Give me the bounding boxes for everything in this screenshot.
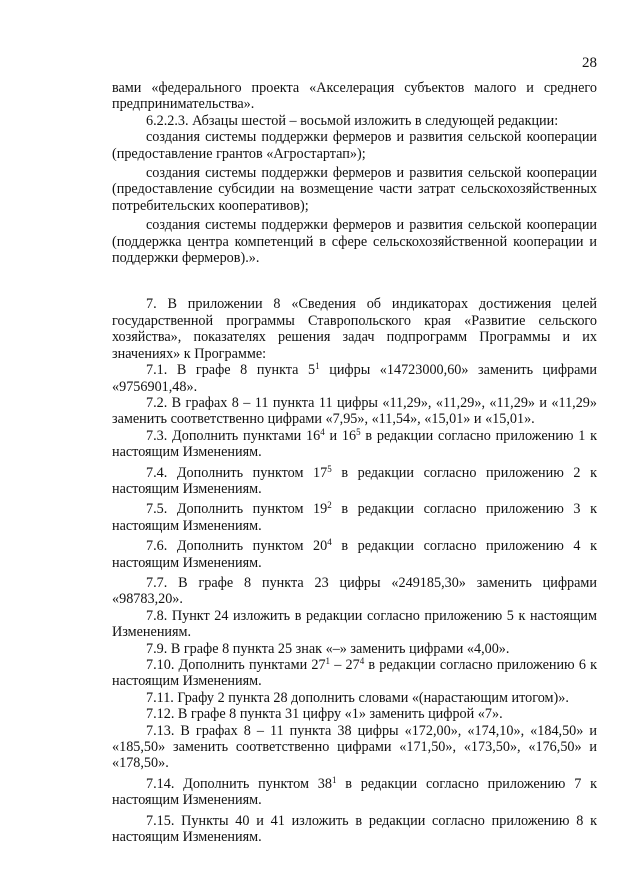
paragraph-continuation: вами «федерального проекта «Акселерация субъектов малого и среднего предпринимательства». [112,80,597,113]
page-number: 28 [582,55,597,71]
paragraph-7-7: 7.7. В графе 8 пункта 23 цифры «249185,30» заменить цифрами «98783,20». [112,574,597,608]
paragraph-subsidies: создания системы поддержки фермеров и развития сельской кооперации (предоставление субсидии на возмещение части затрат сельскохозяйственных потребительских кооперативов); [112,165,597,214]
paragraph-7-11: 7.11. Графу 2 пункта 28 дополнить словами «(нарастающим итогом)». [146,689,569,706]
paragraph-7-6: 7.6. Дополнить пунктом $20^4$ в редакции согласно приложению 4 к настоящим Изменениям. [112,537,597,571]
paragraph-7-12: 7.12. В графе 8 пункта 31 цифру «1» заменить цифрой «7». [146,706,503,723]
paragraph-7-9: 7.9. В графе 8 пункта 25 знак «–» заменить цифрами «4,00». [146,640,510,657]
paragraph-6-2-2-3: 6.2.2.3. Абзацы шестой – восьмой изложить в следующей редакции: [146,112,559,129]
paragraph-agrostartap: создания системы поддержки фермеров и развития сельской кооперации (предоставление грантов «Агростартап»); [112,129,597,162]
paragraph-7-2: 7.2. В графах 8 – 11 пункта 11 цифры «11,29», «11,29», «11,29» и «11,29» заменить соответственно цифрами «7,95», «11,54», «15,01» и «15,01». [112,394,597,428]
paragraph-7-1: 7.1. В графе 8 пункта $5^1$ цифры «14723000,60» заменить цифрами «9756901,48». [112,361,597,395]
document-body [112,80,597,845]
paragraph-7-5: 7.5. Дополнить пунктом $19^2$ в редакции согласно приложению 3 к настоящим Изменениям. [112,500,597,534]
paragraph-7-8: 7.8. Пункт 24 изложить в редакции согласно приложению 5 к настоящим Изменениям. [112,607,597,641]
paragraph-7-15: 7.15. Пункты 40 и 41 изложить в редакции согласно приложению 8 к настоящим Изменениям. [112,812,597,846]
paragraph-7-10: 7.10. Дополнить пунктами $27^1 - 27^4$ в редакции согласно приложению 6 к настоящим Изменениям. [112,656,598,690]
paragraph-7-3: 7.3. Дополнить пунктами $16^4$ и $16^5$ в редакции согласно приложению 1 к настоящим Изменениям. [112,426,597,461]
paragraph-7-13: 7.13. В графах 8 – 11 пункта 38 цифры «172,00», «174,10», «184,50» и «185,50» заменить соответственно цифрами «171,50», «173,50», «176,50» и «178,50». [112,722,597,772]
paragraph-7-14: 7.14. Дополнить пунктом $38^1$ в редакции согласно приложению 7 к настоящим Изменениям. [112,774,597,809]
paragraph-7-4: 7.4. Дополнить пунктом $17^5$ в редакции согласно приложению 2 к настоящим Изменениям. [112,463,597,497]
paragraph-7: 7. В приложении 8 «Сведения об индикаторах достижения целей государственной программы Ставропольского края «Развитие сельского хозяйства», показателях решения задач подпрограмм Программы и их значениях» к Программе: [112,296,597,362]
paragraph-competence-center: создания системы поддержки фермеров и развития сельской кооперации (поддержка центра компетенций в сфере сельскохозяйственной кооперации и поддержки фермеров).». [112,217,597,267]
